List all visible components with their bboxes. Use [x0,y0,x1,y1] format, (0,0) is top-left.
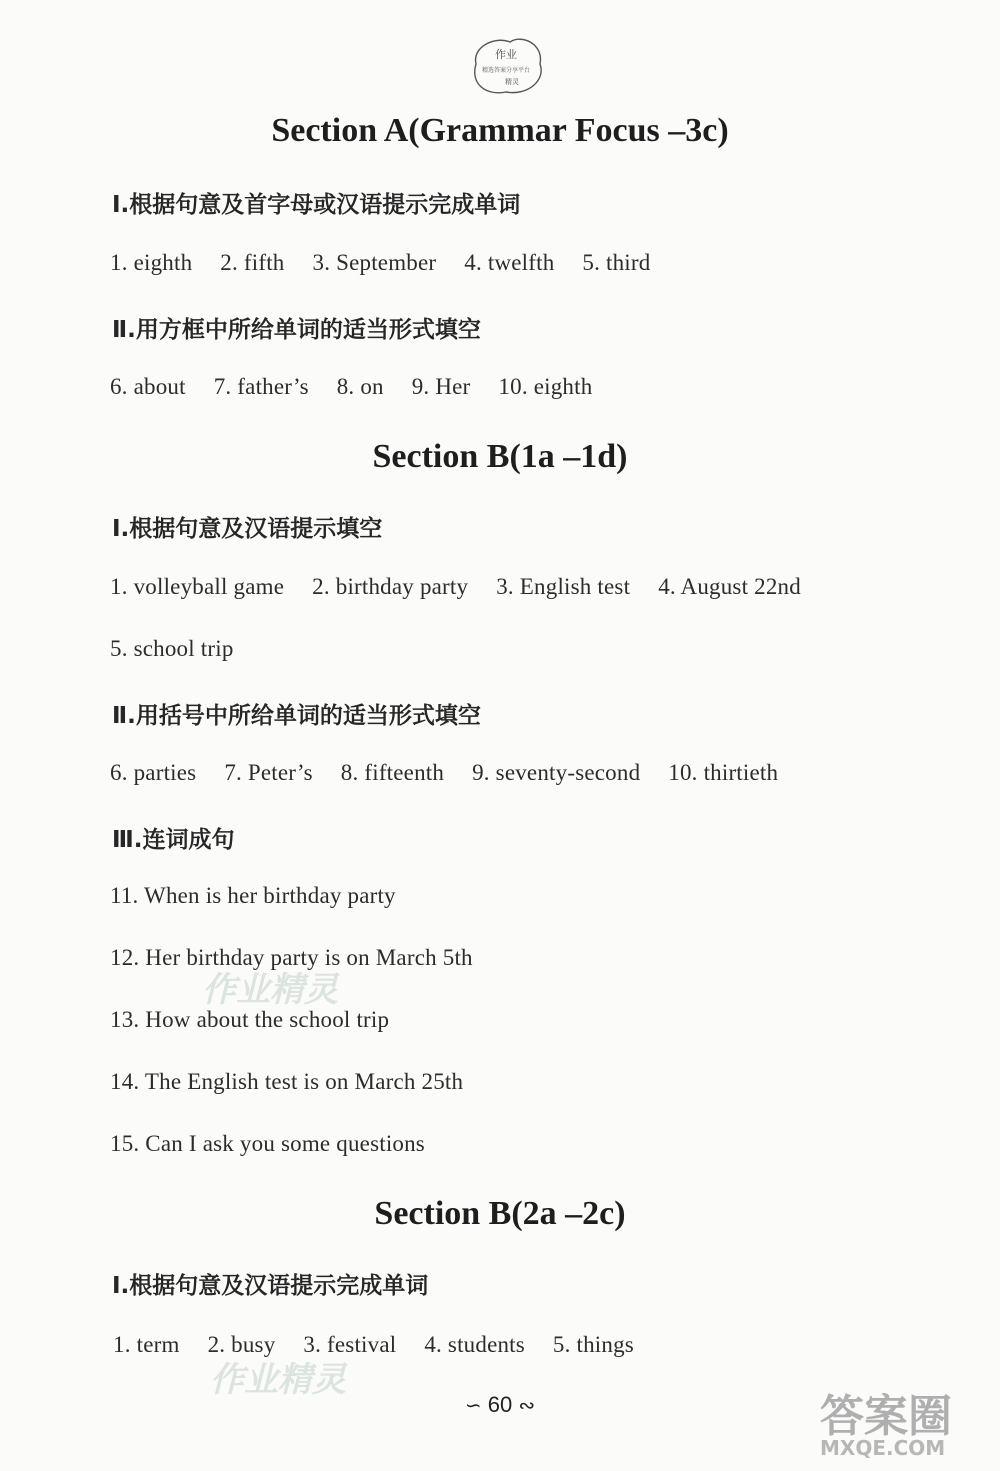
section-a-title: Section A(Grammar Focus –3c) [271,112,729,149]
svg-text:作业: 作业 [495,48,517,61]
answer-item: 2. birthday party [312,574,469,599]
answer-item: 2. fifth [220,250,285,275]
part-a2-heading: Ⅱ.用方框中所给单词的适当形式填空 [112,317,481,343]
answer-item: 9. Her [411,374,471,399]
section-b2-title: Section B(2a –2c) [374,1195,626,1232]
answer-item: 5. things [552,1332,634,1357]
answer-item: 1. term [113,1332,180,1357]
site-watermark-url: MXQE.COM [820,1436,946,1460]
answer-item: 7. father’s [213,374,309,399]
answer-item: 8. fifteenth [340,760,445,785]
answer-item: 1. eighth [110,250,193,275]
answers-b1-line1 [110,574,829,600]
answer-item: 6. about [110,374,186,399]
answer-item: 9. seventy-second [472,760,641,785]
answers-b1-line2 [110,636,262,662]
part-b2-heading: Ⅱ.用括号中所给单词的适当形式填空 [112,703,481,729]
answer-item: 10. eighth [498,374,593,399]
watermark-text: 作业精灵 [210,1360,346,1400]
answer-item: 1. volleyball game [110,574,285,599]
section-b1-title: Section B(1a –1d) [372,438,628,475]
answer-sentence-12: 12. Her birthday party is on March 5th [110,945,473,970]
answer-sentence-15: 15. Can I ask you some questions [110,1131,425,1156]
svg-text:精灵: 精灵 [505,78,519,86]
answers-c1 [113,1332,662,1358]
site-watermark-logo: 答案圈 [820,1391,952,1442]
answer-item: 4. August 22nd [658,574,801,599]
part-b3-heading: Ⅲ.连词成句 [112,827,235,853]
answer-item: 6. parties [110,760,197,785]
publisher-logo [466,34,548,98]
answer-item: 8. on [336,374,384,399]
answer-item: 10. thirtieth [668,760,779,785]
answer-item: 5. third [582,250,651,275]
answer-item: 3. festival [303,1332,397,1357]
answer-sentence-13: 13. How about the school trip [110,1007,390,1032]
answer-item: 3. English test [496,574,631,599]
ornament-right-icon: ∾ [518,1395,536,1417]
svg-text:精选答案分享平台: 精选答案分享平台 [481,67,531,74]
page-number-text: 60 [487,1392,513,1417]
answer-item: 4. twelfth [464,250,555,275]
answers-a1 [110,250,678,276]
answer-sentence-11: 11. When is her birthday party [110,883,396,908]
part-c1-heading: Ⅰ.根据句意及汉语提示完成单词 [112,1273,429,1299]
answers-b2 [110,760,806,786]
answer-item: 4. students [424,1332,525,1357]
ornament-left-icon: ∽ [464,1395,482,1417]
answer-sentence-14: 14. The English test is on March 25th [110,1069,464,1094]
answer-item: 3. September [312,250,437,275]
part-a1-heading: Ⅰ.根据句意及首字母或汉语提示完成单词 [112,192,521,218]
part-b1-heading: Ⅰ.根据句意及汉语提示填空 [112,516,383,542]
answer-item: 5. school trip [110,636,234,661]
watermark-text: 作业精灵 [202,970,338,1010]
answers-a2 [110,374,620,400]
answer-item: 7. Peter’s [224,760,313,785]
answer-item: 2. busy [207,1332,276,1357]
